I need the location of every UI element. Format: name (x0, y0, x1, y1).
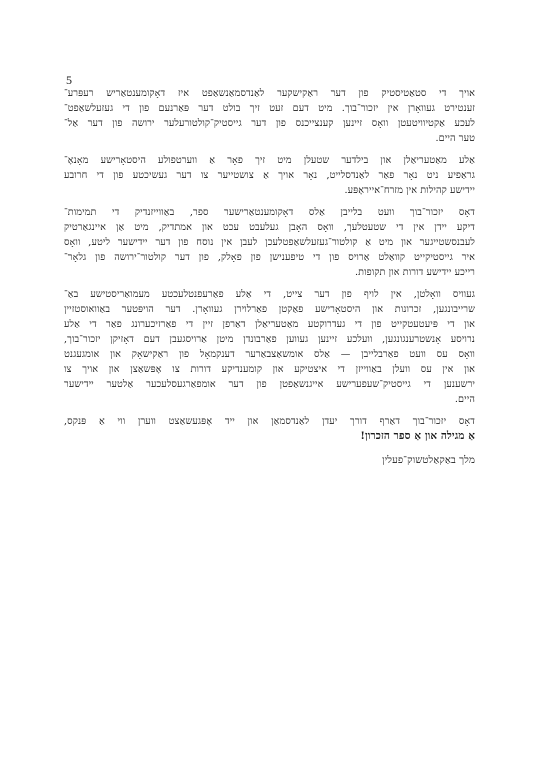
text-line: לעבנסשטייגער און מיט אַ קולטור־געזעלשאַפטלעכן לעבן אין נוסח פון דער יידישער ליטע, וואָס (64, 236, 475, 248)
text-line: גראַפיע ניט נאָר פאַר לאַנדסלייט, נאָר אויך אַ צושטייער צו דער געשיכטע פון די חרובע (64, 169, 475, 181)
text-line: לעכע אַקטיוויטעטן וואָס זיינען קענצייכנס פון דער גייסטיק־קולטורעלער ירושה פון דער אַל־ (64, 118, 475, 130)
text-line: אַלע מאַטעריאַלן און בילדער שטעלן מיט זיך פאָר אַ ווערטפולע היסטאָרישע מאָנאָ־ (64, 154, 475, 166)
text-line: און אין עס וועלן באַווייזן די איצטיקע און קומענדיקע דורות צו אָפּשאַצן און אויך צו (64, 364, 475, 376)
text-line: נרויסע אָנשטרענגונגען, וועלכע זיינען געווען פאַרבונדן מיטן אַרויסגעבן דעם דאָזיקן יזכור־בוך, (64, 333, 475, 345)
text-line: געוויס וואָלטן, אין לויף פון דער צייט, די אַלע פאַרעפנטלעכטע מעמואַריסטישע באַ־ (64, 288, 475, 300)
text-line: דיקע יידן אין די שטעטלעך, וואָס האָבן געלעבט עכט און אמתדיק, מיט אַן איינגאַרטיק (64, 221, 475, 233)
paragraph-1 (64, 86, 475, 146)
paragraph-5 (64, 414, 475, 444)
text-line: אויך די סטאַטיסטיק פון דער ראַקישקער לאַנדסמאַנשאַפט איז דאָקומענטאַריש רעפּרע־ (64, 88, 475, 99)
paragraph-3 (64, 205, 475, 280)
author-signature: מלך באַקאַלטשוק־פעלין (381, 455, 475, 467)
body-text (64, 86, 475, 468)
text-line: יידישע קהילות אין מזרח־אייראָפּע. (344, 185, 475, 197)
closing-phrase: אַ מגילה און אַ ספר הזכרון! (360, 429, 475, 442)
text-line: זענטירט געוואָרן אין יזכור־בוך. מיט דעם זעט זיך בולט דער פּאַרנעם פון די געזעלשאַפט־ (64, 103, 475, 115)
text-line: שרייבונגען, זכרונות און היסטאָרישע פאַקטן פאַרלוירן געוואָרן. דער הויפּטער באַוואוסטזיין (64, 303, 475, 315)
paragraph-4 (64, 287, 475, 408)
text-line: ירשענען די גייסטיק־שעפערישע אייגנשאַפטן פון דער אומפאַרגעסלעכער אַלטער יידישער (64, 379, 475, 391)
text-line: וואָס עס וועט פאַרבלייבן — אַלס אומשאַצבאַרער דענקמאָל פון ראַקישאָק און אומגעגנט (64, 349, 475, 360)
paragraph-2 (64, 153, 475, 198)
page-number: 5 (66, 73, 72, 87)
text-line: איר גייסטיקייט קוואַלט אַרויס פון די טיפענישן פון פאָלק, פון דער קולטור־ירושה פון גלאָר־ (64, 251, 475, 263)
text-line: טער היים. (435, 133, 475, 145)
text-line: דאָס יזכור־בוך וועט בלייבן אַלס דאָקומענטאַרישער ספר, באַווייזנדיק די תמימות־ (64, 206, 475, 218)
text-line: דאָס יזכור־בוך דאַרף דורך יעדן לאַנדסמאַן און ייד אָפּגעשאַצט ווערן ווי אַ פּנקס, (64, 415, 475, 427)
text-line: היים. (454, 394, 475, 406)
text-line: און די פּיעטעטקייט פון די געדרוקטע מאַטעריאַלן דאַרפן זיין די פאַרזיכערונג פאַר די אַלע (64, 318, 475, 330)
text-line: רייכע יידישע דורות און תקופות. (354, 267, 475, 279)
